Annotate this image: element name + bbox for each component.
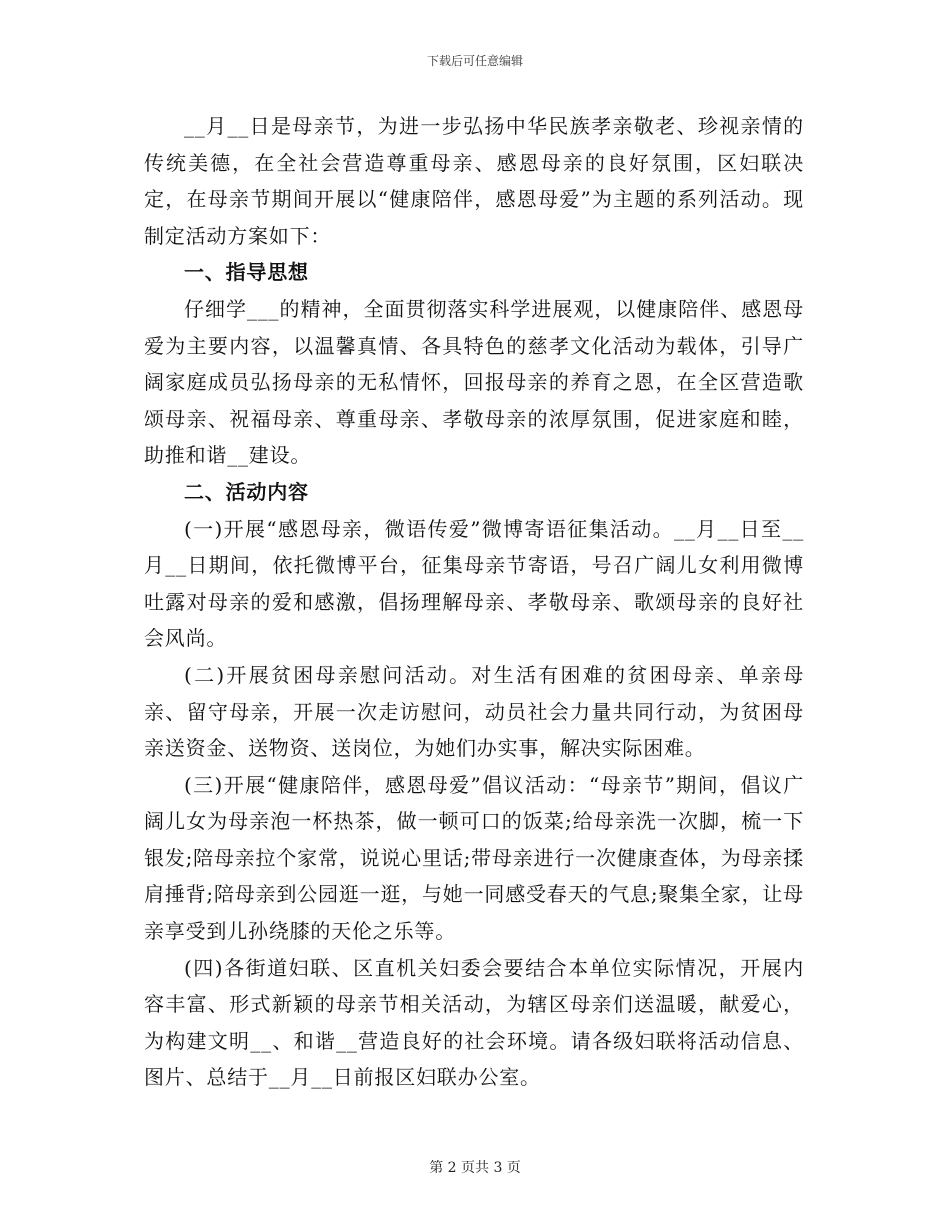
activity-item-2: (二)开展贫困母亲慰问活动。对生活有困难的贫困母亲、单亲母亲、留守母亲，开展一次走访慰问，动员社会力量共同行动，为贫困母亲送资金、送物资、送岗位，为她们办实事，解决实际困难。	[144, 662, 804, 761]
activity-item-3: (三)开展“健康陪伴，感恩母爱”倡议活动：“母亲节”期间，倡议广阔儿女为母亲泡一杯热茶，做一顿可口的饭菜;给母亲洗一次脚，梳一下银发;陪母亲拉个家常，说说心里话;带母亲进行一次健康查体，为母亲揉肩捶背;陪母亲到公园逛一逛，与她一同感受春天的气息;聚集全家，让母亲享受到儿孙绕膝的天伦之乐等。	[144, 772, 804, 944]
section-heading-guiding-ideology: 一、指导思想	[184, 260, 309, 285]
activity-item-4: (四)各街道妇联、区直机关妇委会要结合本单位实际情况，开展内容丰富、形式新颖的母亲节相关活动，为辖区母亲们送温暖，献爱心，为构建文明__、和谐__营造良好的社会环境。请各级妇联将活动信息、图片、总结于__月__日前报区妇联办公室。	[144, 955, 804, 1090]
page-header-note: 下载后可任意编辑	[426, 54, 523, 68]
page-number: 第 2 页共 3 页	[429, 1160, 521, 1176]
section-heading-activity-content: 二、活动内容	[184, 479, 309, 504]
guiding-ideology-paragraph: 仔细学___的精神，全面贯彻落实科学进展观，以健康陪伴、感恩母爱为主要内容，以温馨真情、各具特色的慈孝文化活动为载体，引导广阔家庭成员弘扬母亲的无私情怀，回报母亲的养育之恩，在全区营造歌颂母亲、祝福母亲、尊重母亲、孝敬母亲的浓厚氛围，促进家庭和睦，助推和谐__建设。	[144, 296, 804, 468]
intro-paragraph: __月__日是母亲节，为进一步弘扬中华民族孝亲敬老、珍视亲情的传统美德，在全社会营造尊重母亲、感恩母亲的良好氛围，区妇联决定，在母亲节期间开展以“健康陪伴，感恩母爱”为主题的系列活动。现制定活动方案如下：	[144, 114, 804, 248]
document-body	[144, 108, 804, 1096]
activity-item-1: (一)开展“感恩母亲，微语传爱”微博寄语征集活动。__月__日至__月__日期间，依托微博平台，征集母亲节寄语，号召广阔儿女利用微博吐露对母亲的爱和感激，倡扬理解母亲、孝敬母亲、歌颂母亲的良好社会风尚。	[144, 516, 804, 651]
